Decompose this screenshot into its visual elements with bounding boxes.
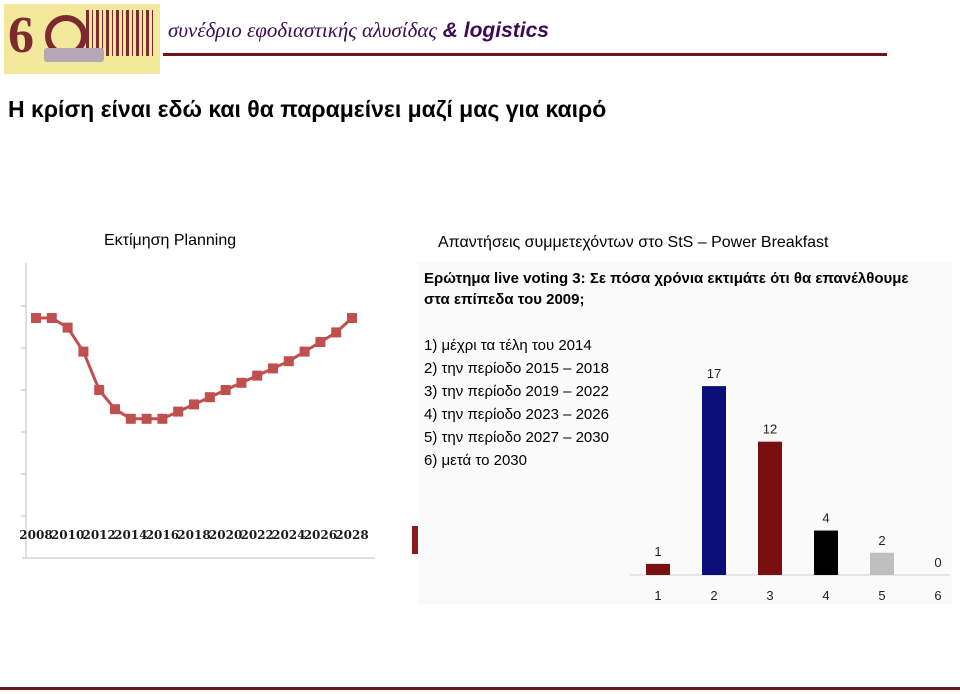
bar xyxy=(758,442,782,575)
bar-value-label: 12 xyxy=(762,421,778,437)
bar-value-label: 17 xyxy=(706,366,722,382)
x-tick-label: 2022 xyxy=(240,528,274,542)
x-tick-label: 2016 xyxy=(145,528,180,542)
x-tick-label: 2008 xyxy=(19,528,53,542)
line-point xyxy=(284,356,294,366)
planning-line-chart xyxy=(0,258,380,568)
right-chart-title: Απαντήσεις συμμετεχόντων στο StS – Power Breakfast xyxy=(438,234,829,251)
conference-title-bold: & logistics xyxy=(442,19,549,42)
line-point xyxy=(94,385,104,395)
option-4: 4) την περίοδο 2023 – 2026 xyxy=(424,406,609,423)
answer-options xyxy=(424,334,609,472)
bar-value-label: 2 xyxy=(878,532,886,548)
x-tick-label: 2020 xyxy=(208,528,243,542)
conference-title-italic: συνέδριο εφοδιαστικής αλυσίδας xyxy=(168,18,437,42)
voting-question: Ερώτημα live voting 3: Σε πόσα χρόνια εκτιμάτε ότι θα επανέλθουμε στα επίπεδα του 2009; xyxy=(424,270,909,308)
line-point xyxy=(300,347,310,357)
bar-category-label: 4 xyxy=(822,588,830,603)
line-point xyxy=(252,371,262,381)
bar xyxy=(870,553,894,575)
line-point xyxy=(221,385,231,395)
option-5: 5) την περίοδο 2027 – 2030 xyxy=(424,429,609,446)
page-title: Η κρίση είναι εδώ και θα παραμείνει μαζί μας για καιρό xyxy=(8,96,607,122)
line-point xyxy=(63,323,73,333)
bar xyxy=(646,564,670,575)
line-point xyxy=(268,363,278,373)
line-point xyxy=(78,347,88,357)
bar-category-label: 3 xyxy=(766,588,774,603)
line-point xyxy=(236,378,246,388)
line-point xyxy=(331,327,341,337)
line-point xyxy=(47,313,57,323)
line-point xyxy=(347,313,357,323)
bar-category-label: 2 xyxy=(710,588,718,603)
x-tick-label: 2012 xyxy=(82,528,116,542)
line-point xyxy=(31,313,41,323)
truck-icon xyxy=(44,48,104,62)
option-3: 3) την περίοδο 2019 – 2022 xyxy=(424,383,609,400)
bar-value-label: 0 xyxy=(934,555,942,570)
line-point xyxy=(173,407,183,417)
line-point xyxy=(110,404,120,414)
bar xyxy=(814,531,838,575)
bar-category-label: 6 xyxy=(934,588,942,603)
line-point xyxy=(157,414,167,424)
bar-category-label: 5 xyxy=(878,588,886,603)
option-1: 1) μέχρι τα τέλη του 2014 xyxy=(424,337,592,354)
line-point xyxy=(315,337,325,347)
line-point xyxy=(126,414,136,424)
voting-bar-chart xyxy=(620,350,950,612)
logo-number: 6 xyxy=(8,7,34,64)
bar-value-label: 4 xyxy=(822,510,830,526)
bar-value-label: 1 xyxy=(654,543,662,559)
line-point xyxy=(205,392,215,402)
line-point xyxy=(189,399,199,409)
option-2: 2) την περίοδο 2015 – 2018 xyxy=(424,360,609,377)
left-chart-title: Εκτίμηση Planning xyxy=(104,232,237,249)
x-tick-label: 2028 xyxy=(335,528,369,542)
header-divider xyxy=(163,53,887,56)
conference-title xyxy=(168,18,549,43)
x-tick-label: 2026 xyxy=(303,528,338,542)
bar-category-label: 1 xyxy=(654,588,662,603)
x-tick-label: 2024 xyxy=(272,528,306,542)
x-tick-label: 2010 xyxy=(50,528,85,542)
x-tick-label: 2014 xyxy=(114,528,148,542)
line-point xyxy=(142,414,152,424)
footer-divider xyxy=(0,687,960,690)
x-tick-label: 2018 xyxy=(177,528,211,542)
bar xyxy=(702,386,726,575)
option-6: 6) μετά το 2030 xyxy=(424,452,527,469)
